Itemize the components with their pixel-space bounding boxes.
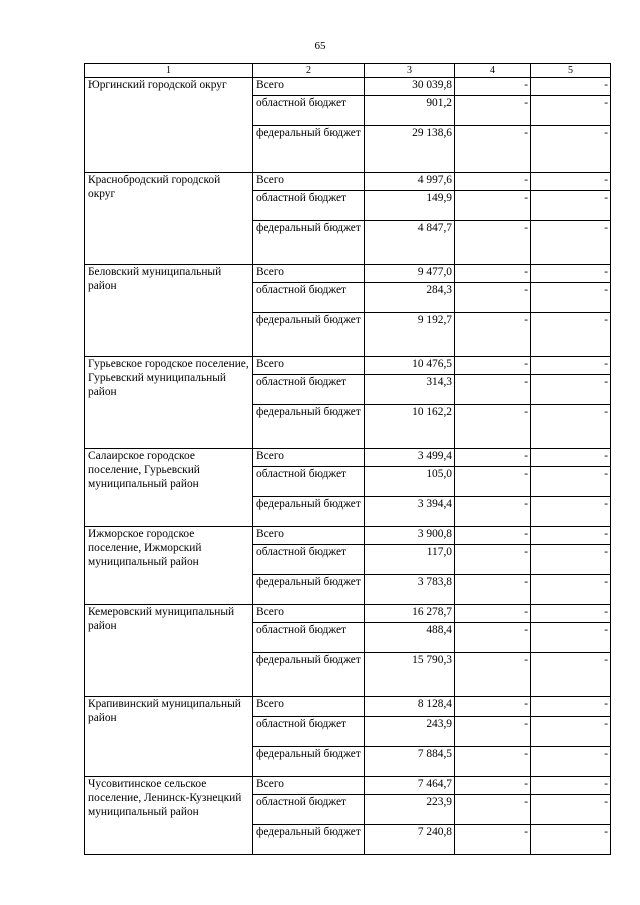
col5-value: - — [531, 747, 611, 777]
col5-value: - — [531, 575, 611, 605]
col5-value: - — [531, 173, 611, 191]
col4-value: - — [455, 221, 531, 265]
budget-type: федеральный бюджет — [253, 653, 365, 697]
col4-value: - — [455, 449, 531, 467]
budget-type: областной бюджет — [253, 375, 365, 405]
col5-value: - — [531, 795, 611, 825]
budget-value: 243,9 — [365, 717, 455, 747]
budget-value: 4 847,7 — [365, 221, 455, 265]
budget-type: федеральный бюджет — [253, 747, 365, 777]
col4-value: - — [455, 777, 531, 795]
budget-value: 284,3 — [365, 283, 455, 313]
budget-value: 7 884,5 — [365, 747, 455, 777]
budget-table — [84, 63, 611, 855]
budget-type: федеральный бюджет — [253, 497, 365, 527]
budget-value: 223,9 — [365, 795, 455, 825]
municipality-name: Юргинский городской округ — [85, 78, 253, 173]
budget-value: 149,9 — [365, 191, 455, 221]
col4-value: - — [455, 313, 531, 357]
budget-type: областной бюджет — [253, 717, 365, 747]
col4-value: - — [455, 575, 531, 605]
col4-value: - — [455, 605, 531, 623]
col4-value: - — [455, 795, 531, 825]
budget-value: 117,0 — [365, 545, 455, 575]
table-body — [85, 78, 611, 855]
col5-value: - — [531, 78, 611, 96]
municipality-name: Кемеровский муниципальный район — [85, 605, 253, 697]
col5-value: - — [531, 191, 611, 221]
header-col-2: 2 — [253, 64, 365, 78]
table-row — [85, 777, 611, 795]
col4-value: - — [455, 173, 531, 191]
col5-value: - — [531, 313, 611, 357]
table-row — [85, 449, 611, 467]
col4-value: - — [455, 527, 531, 545]
municipality-name: Крапивинский муниципальный район — [85, 697, 253, 777]
budget-type: Всего — [253, 527, 365, 545]
budget-type: Всего — [253, 777, 365, 795]
budget-value: 10 162,2 — [365, 405, 455, 449]
col5-value: - — [531, 545, 611, 575]
budget-type: федеральный бюджет — [253, 575, 365, 605]
col5-value: - — [531, 777, 611, 795]
budget-value: 15 790,3 — [365, 653, 455, 697]
budget-type: федеральный бюджет — [253, 126, 365, 173]
budget-type: федеральный бюджет — [253, 313, 365, 357]
header-col-3: 3 — [365, 64, 455, 78]
municipality-name: Ижморское городское поселение, Ижморский муниципальный район — [85, 527, 253, 605]
col5-value: - — [531, 283, 611, 313]
col5-value: - — [531, 653, 611, 697]
budget-type: Всего — [253, 697, 365, 717]
budget-value: 7 240,8 — [365, 825, 455, 855]
col4-value: - — [455, 375, 531, 405]
budget-type: областной бюджет — [253, 545, 365, 575]
budget-value: 9 477,0 — [365, 265, 455, 283]
col5-value: - — [531, 467, 611, 497]
table-row — [85, 78, 611, 96]
col4-value: - — [455, 697, 531, 717]
table-row — [85, 697, 611, 717]
col4-value: - — [455, 717, 531, 747]
budget-type: областной бюджет — [253, 96, 365, 126]
budget-type: областной бюджет — [253, 283, 365, 313]
budget-value: 16 278,7 — [365, 605, 455, 623]
budget-value: 9 192,7 — [365, 313, 455, 357]
col5-value: - — [531, 717, 611, 747]
col5-value: - — [531, 126, 611, 173]
budget-type: Всего — [253, 357, 365, 375]
budget-type: областной бюджет — [253, 467, 365, 497]
col4-value: - — [455, 623, 531, 653]
municipality-name: Гурьевское городское поселение, Гурьевский муниципальный район — [85, 357, 253, 449]
budget-value: 314,3 — [365, 375, 455, 405]
table-row — [85, 357, 611, 375]
col5-value: - — [531, 605, 611, 623]
municipality-name: Чусовитинское сельское поселение, Ленинск-Кузнецкий муниципальный район — [85, 777, 253, 855]
budget-value: 29 138,6 — [365, 126, 455, 173]
budget-type: федеральный бюджет — [253, 405, 365, 449]
col4-value: - — [455, 265, 531, 283]
col5-value: - — [531, 265, 611, 283]
col5-value: - — [531, 405, 611, 449]
budget-type: Всего — [253, 265, 365, 283]
budget-type: федеральный бюджет — [253, 825, 365, 855]
table-row — [85, 265, 611, 283]
budget-value: 105,0 — [365, 467, 455, 497]
col5-value: - — [531, 527, 611, 545]
col5-value: - — [531, 221, 611, 265]
header-col-5: 5 — [531, 64, 611, 78]
table-row — [85, 527, 611, 545]
budget-type: Всего — [253, 173, 365, 191]
budget-value: 10 476,5 — [365, 357, 455, 375]
page-number: 65 — [314, 40, 326, 52]
col5-value: - — [531, 96, 611, 126]
budget-type: областной бюджет — [253, 191, 365, 221]
table-row — [85, 605, 611, 623]
header-col-4: 4 — [455, 64, 531, 78]
col4-value: - — [455, 96, 531, 126]
col5-value: - — [531, 449, 611, 467]
col4-value: - — [455, 467, 531, 497]
col5-value: - — [531, 497, 611, 527]
budget-type: областной бюджет — [253, 623, 365, 653]
col4-value: - — [455, 191, 531, 221]
col4-value: - — [455, 283, 531, 313]
budget-type: Всего — [253, 449, 365, 467]
budget-value: 3 394,4 — [365, 497, 455, 527]
budget-type: Всего — [253, 78, 365, 96]
budget-type: областной бюджет — [253, 795, 365, 825]
budget-value: 4 997,6 — [365, 173, 455, 191]
col4-value: - — [455, 126, 531, 173]
col5-value: - — [531, 375, 611, 405]
budget-type: Всего — [253, 605, 365, 623]
col5-value: - — [531, 825, 611, 855]
header-col-1: 1 — [85, 64, 253, 78]
budget-value: 30 039,8 — [365, 78, 455, 96]
municipality-name: Краснобродский городской округ — [85, 173, 253, 265]
budget-value: 901,2 — [365, 96, 455, 126]
col5-value: - — [531, 697, 611, 717]
col4-value: - — [455, 405, 531, 449]
col4-value: - — [455, 497, 531, 527]
col5-value: - — [531, 623, 611, 653]
col4-value: - — [455, 545, 531, 575]
col4-value: - — [455, 747, 531, 777]
col4-value: - — [455, 825, 531, 855]
table-row — [85, 173, 611, 191]
budget-value: 3 783,8 — [365, 575, 455, 605]
budget-type: федеральный бюджет — [253, 221, 365, 265]
budget-value: 8 128,4 — [365, 697, 455, 717]
municipality-name: Беловский муниципальный район — [85, 265, 253, 357]
header-row — [85, 64, 611, 78]
budget-value: 3 900,8 — [365, 527, 455, 545]
budget-value: 7 464,7 — [365, 777, 455, 795]
col4-value: - — [455, 653, 531, 697]
col5-value: - — [531, 357, 611, 375]
col4-value: - — [455, 78, 531, 96]
col4-value: - — [455, 357, 531, 375]
budget-value: 488,4 — [365, 623, 455, 653]
budget-value: 3 499,4 — [365, 449, 455, 467]
municipality-name: Салаирское городское поселение, Гурьевский муниципальный район — [85, 449, 253, 527]
